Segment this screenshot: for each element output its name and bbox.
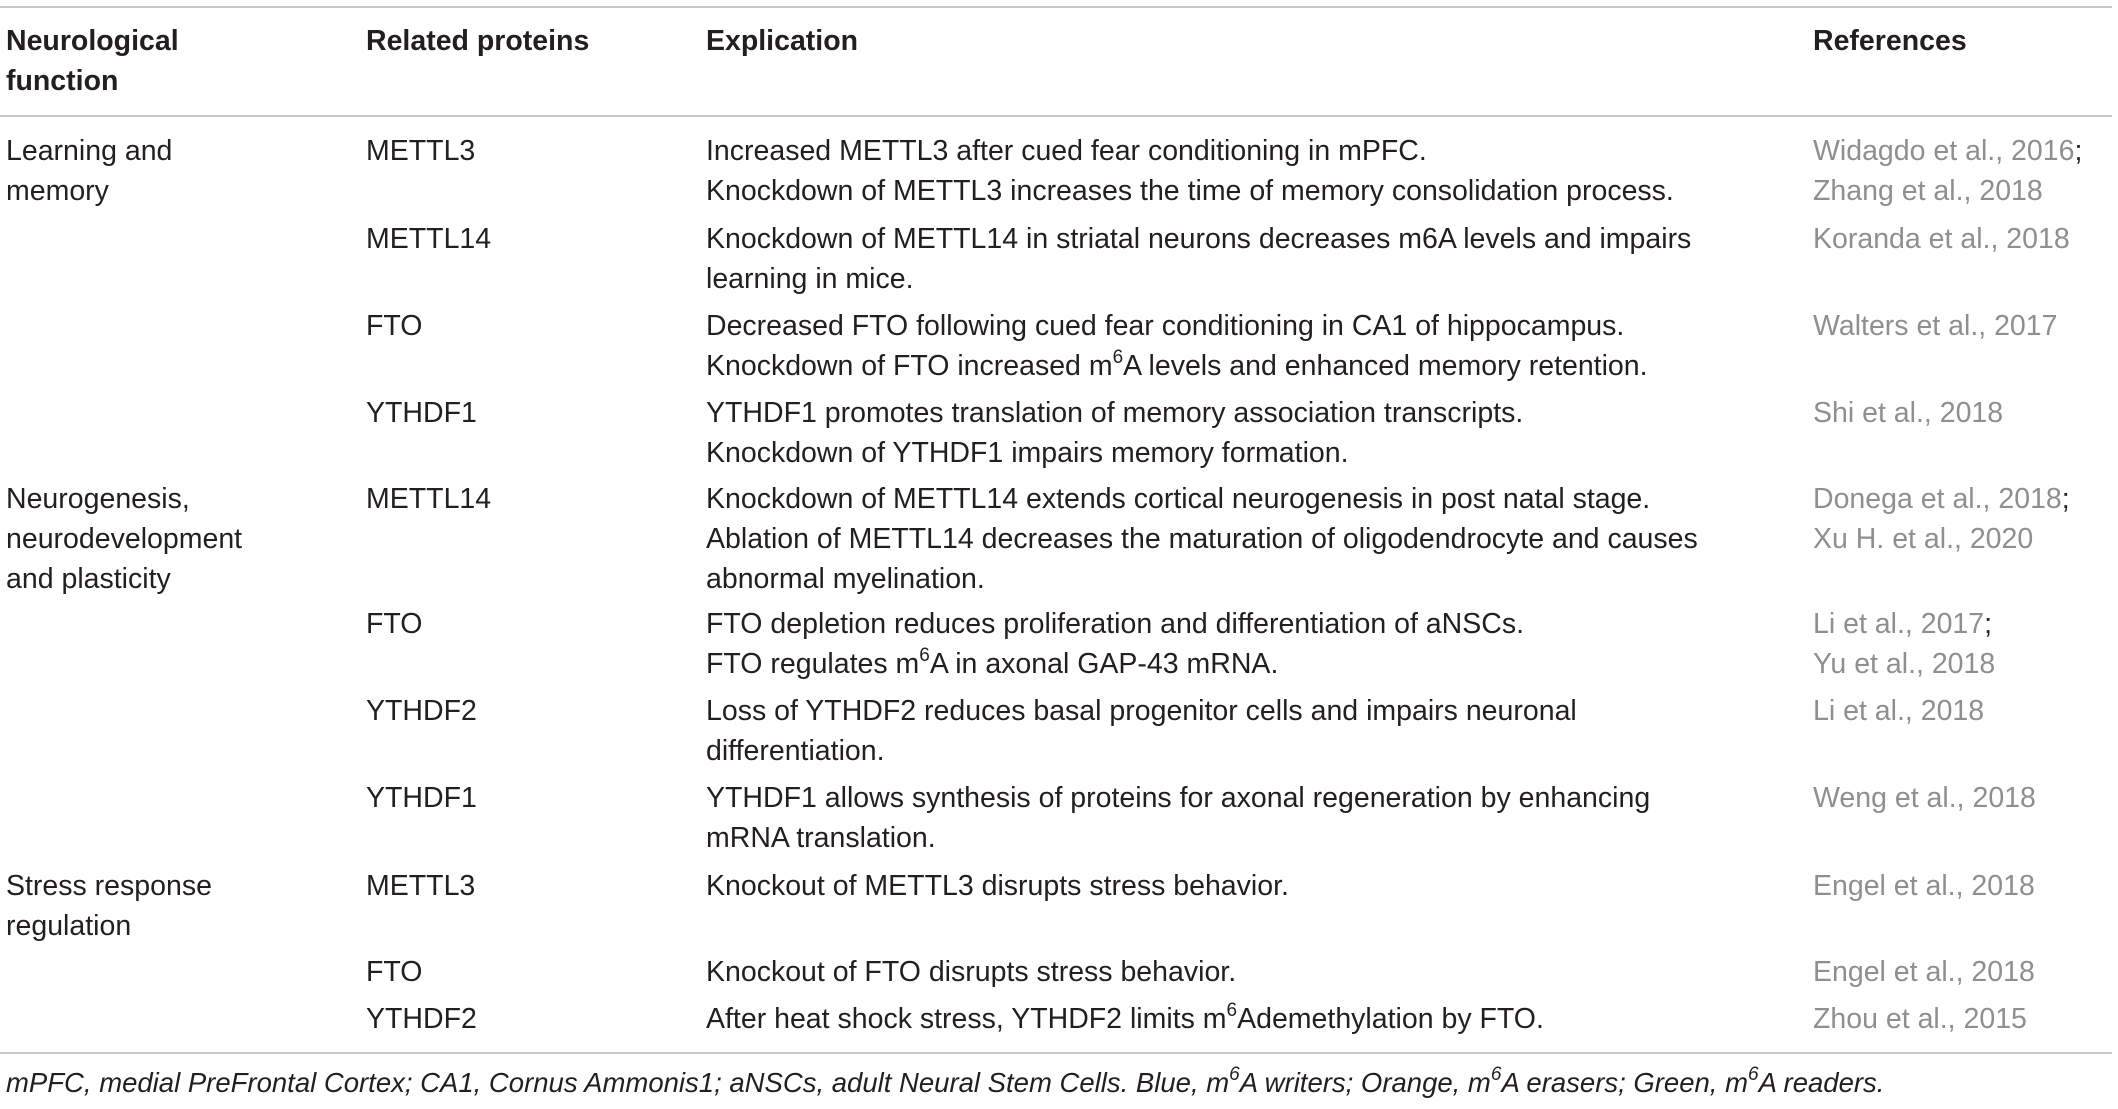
- explication-line: differentiation.: [706, 735, 885, 767]
- reference-cell: [1813, 131, 2082, 211]
- footnote-text: A erasers; Green, m: [1501, 1067, 1748, 1098]
- header-function-line2: function: [6, 65, 119, 97]
- reference-link[interactable]: Donega et al., 2018: [1813, 483, 2062, 515]
- reference-cell: [1813, 306, 2057, 346]
- group-learning-memory: [6, 131, 172, 211]
- table-footnote: [6, 1065, 1884, 1101]
- explication-line: Loss of YTHDF2 reduces basal progenitor cells and impairs neuronal: [706, 695, 1577, 727]
- reference-link[interactable]: Li et al., 2018: [1813, 695, 1985, 727]
- exp-pre: FTO regulates m: [706, 648, 920, 680]
- protein-cell: YTHDF2: [366, 695, 477, 727]
- superscript: 6: [1226, 999, 1238, 1021]
- reference-link[interactable]: Yu et al., 2018: [1813, 648, 1996, 680]
- explication-cell: [706, 604, 1524, 684]
- exp-post: A in axonal GAP-43 mRNA.: [929, 648, 1279, 680]
- explication-line: FTO depletion reduces proliferation and differentiation of aNSCs.: [706, 608, 1524, 640]
- reference-line: [1813, 604, 1995, 644]
- protein-cell: FTO: [366, 956, 423, 988]
- reference-separator: ;: [2074, 135, 2083, 167]
- superscript: 6: [1748, 1063, 1759, 1085]
- explication-cell: [706, 131, 1674, 211]
- footnote-text: A writers; Orange, m: [1239, 1067, 1491, 1098]
- table-bottom-rule: [0, 1052, 2112, 1054]
- superscript: 6: [919, 644, 930, 666]
- protein-cell: YTHDF1: [366, 782, 477, 814]
- footnote-text: A readers.: [1758, 1067, 1885, 1098]
- explication-cell: [706, 778, 1650, 858]
- explication-line: [706, 346, 1648, 386]
- table-top-rule: [0, 6, 2112, 8]
- explication-line: YTHDF1 allows synthesis of proteins for axonal regeneration by enhancing: [706, 782, 1651, 814]
- explication-cell: [706, 479, 1698, 599]
- reference-link[interactable]: Walters et al., 2017: [1813, 310, 2058, 342]
- explication-cell: [706, 393, 1523, 473]
- explication-cell: [706, 952, 1236, 992]
- header-bottom-rule: [0, 115, 2112, 117]
- reference-separator: ;: [1984, 608, 1993, 640]
- explication-line: [706, 999, 1544, 1039]
- group-neurogenesis: [6, 479, 242, 599]
- protein-cell: METTL3: [366, 135, 476, 167]
- explication-line: Knockdown of METTL3 increases the time of memory consolidation process.: [706, 175, 1674, 207]
- group-label-line: regulation: [6, 910, 132, 942]
- reference-cell: [1813, 778, 2036, 818]
- protein-cell: FTO: [366, 608, 423, 640]
- explication-line: Knockdown of YTHDF1 impairs memory formation.: [706, 437, 1349, 469]
- reference-cell: [1813, 866, 2035, 906]
- reference-line: [1813, 131, 2082, 171]
- footnote-text: mPFC, medial PreFrontal Cortex; CA1, Cornus Ammonis1; aNSCs, adult Neural Stem Cells. Blue, m: [6, 1067, 1230, 1098]
- group-label-line: and plasticity: [6, 563, 171, 595]
- explication-line: Knockdown of METTL14 in striatal neurons decreases m6A levels and impairs: [706, 223, 1692, 255]
- reference-cell: [1813, 999, 2027, 1039]
- exp-post: A levels and enhanced memory retention.: [1123, 350, 1648, 382]
- protein-cell: YTHDF2: [366, 1003, 477, 1035]
- explication-cell: [706, 691, 1577, 771]
- exp-pre: After heat shock stress, YTHDF2 limits m: [706, 1003, 1227, 1035]
- reference-link[interactable]: Zhou et al., 2015: [1813, 1003, 2027, 1035]
- header-explication: Explication: [706, 25, 859, 57]
- reference-separator: ;: [2061, 483, 2070, 515]
- explication-line: Knockout of FTO disrupts stress behavior.: [706, 956, 1237, 988]
- explication-line: Knockdown of METTL14 extends cortical neurogenesis in post natal stage.: [706, 483, 1651, 515]
- reference-link[interactable]: Shi et al., 2018: [1813, 397, 2004, 429]
- protein-cell: FTO: [366, 310, 423, 342]
- reference-link[interactable]: Li et al., 2017: [1813, 608, 1985, 640]
- reference-link[interactable]: Koranda et al., 2018: [1813, 223, 2070, 255]
- explication-line: [706, 644, 1524, 684]
- protein-cell: METTL3: [366, 870, 476, 902]
- reference-link[interactable]: Engel et al., 2018: [1813, 870, 2035, 902]
- group-stress-response: [6, 866, 212, 946]
- explication-line: YTHDF1 promotes translation of memory association transcripts.: [706, 397, 1524, 429]
- explication-line: learning in mice.: [706, 263, 914, 295]
- group-label-line: Learning and: [6, 135, 173, 167]
- explication-line: Decreased FTO following cued fear conditioning in CA1 of hippocampus.: [706, 310, 1625, 342]
- explication-line: Increased METTL3 after cued fear conditioning in mPFC.: [706, 135, 1427, 167]
- superscript: 6: [1490, 1063, 1502, 1085]
- explication-cell: [706, 219, 1691, 299]
- protein-cell: METTL14: [366, 223, 492, 255]
- explication-line: Knockout of METTL3 disrupts stress behavior.: [706, 870, 1289, 902]
- superscript: 6: [1229, 1063, 1240, 1085]
- explication-cell: [706, 999, 1544, 1039]
- group-label-line: Neurogenesis,: [6, 483, 190, 515]
- reference-link[interactable]: Weng et al., 2018: [1813, 782, 2036, 814]
- group-label-line: Stress response: [6, 870, 212, 902]
- header-neurological-function: [6, 21, 179, 101]
- reference-cell: [1813, 393, 2003, 433]
- header-references: References: [1813, 25, 1967, 57]
- protein-cell: METTL14: [366, 483, 492, 515]
- reference-cell: [1813, 952, 2035, 992]
- reference-link[interactable]: Engel et al., 2018: [1813, 956, 2035, 988]
- reference-line: [1813, 479, 2070, 519]
- superscript: 6: [1112, 346, 1124, 368]
- header-function-line1: Neurological: [6, 25, 179, 57]
- reference-cell: [1813, 691, 1984, 731]
- group-label-line: memory: [6, 175, 109, 207]
- explication-line: mRNA translation.: [706, 822, 936, 854]
- exp-pre: Knockdown of FTO increased m: [706, 350, 1113, 382]
- reference-cell: [1813, 219, 2070, 259]
- protein-cell: YTHDF1: [366, 397, 477, 429]
- reference-link[interactable]: Xu H. et al., 2020: [1813, 523, 2034, 555]
- reference-cell: [1813, 479, 2070, 559]
- reference-link[interactable]: Zhang et al., 2018: [1813, 175, 2043, 207]
- header-related-proteins: Related proteins: [366, 25, 590, 57]
- exp-post: Ademethylation by FTO.: [1237, 1003, 1544, 1035]
- reference-link[interactable]: Widagdo et al., 2016: [1813, 135, 2075, 167]
- explication-cell: [706, 866, 1289, 906]
- explication-line: Ablation of METTL14 decreases the maturation of oligodendrocyte and causes: [706, 523, 1698, 555]
- reference-cell: [1813, 604, 1995, 684]
- group-label-line: neurodevelopment: [6, 523, 243, 555]
- explication-line: abnormal myelination.: [706, 563, 985, 595]
- explication-cell: [706, 306, 1648, 386]
